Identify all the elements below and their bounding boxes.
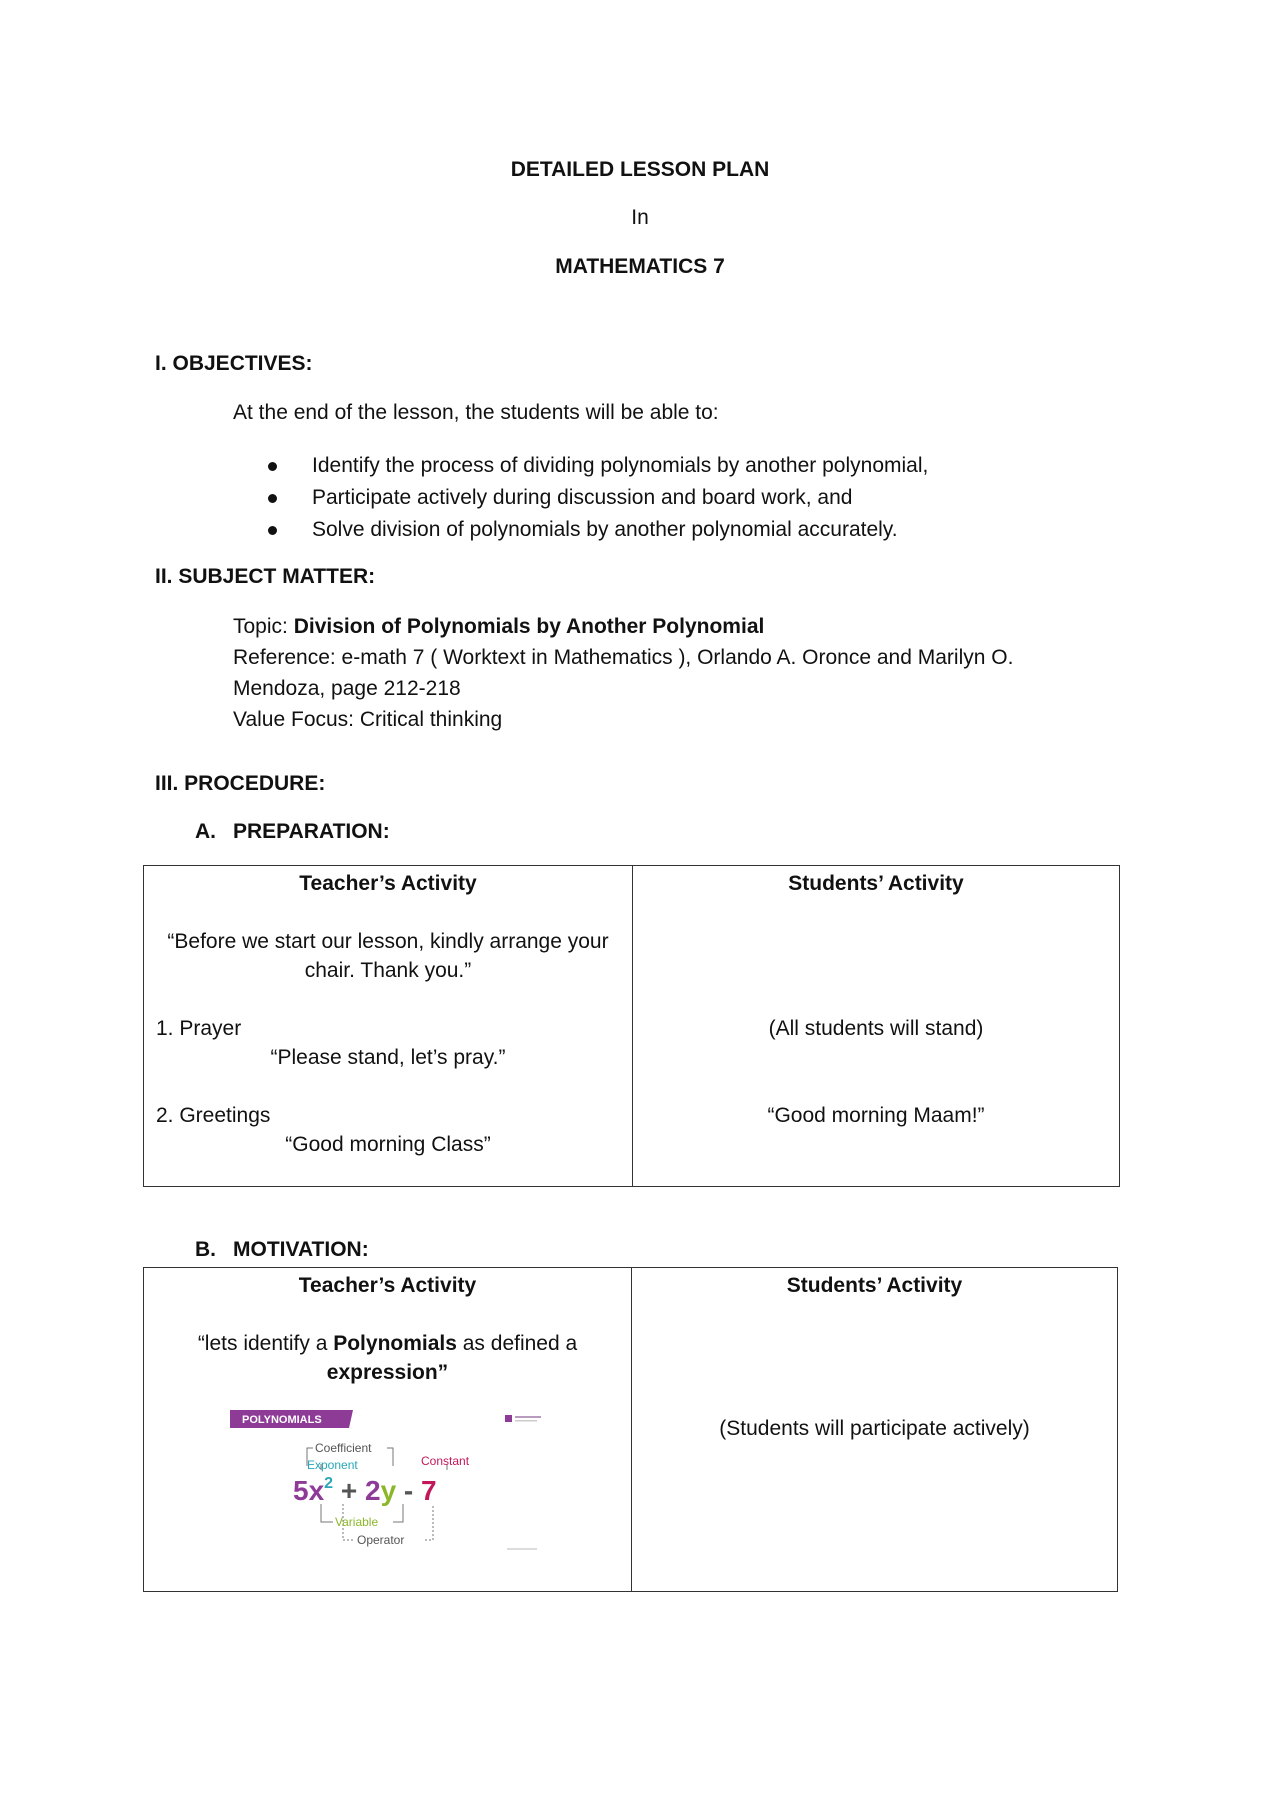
logo-mark-icon bbox=[505, 1415, 512, 1422]
preparation-letter: A. bbox=[195, 820, 216, 843]
objective-text: Solve division of polynomials by another polynomial accurately. bbox=[312, 518, 898, 541]
prompt-text: “lets identify a bbox=[197, 1332, 334, 1355]
objectives-list bbox=[268, 450, 928, 546]
list-item bbox=[268, 482, 928, 514]
operator-label: Operator bbox=[357, 1533, 405, 1547]
expr-coefficient-2: 2 bbox=[364, 1475, 381, 1506]
bullet-icon bbox=[268, 526, 277, 535]
procedure-heading: III. PROCEDURE: bbox=[155, 772, 326, 795]
arrange-chair-line-1: “Before we start our lesson, kindly arrange your bbox=[167, 930, 609, 953]
watermark-mark bbox=[507, 1548, 537, 1550]
motivation-heading bbox=[195, 1238, 369, 1262]
reference-line-2: Mendoza, page 212-218 bbox=[233, 677, 461, 700]
students-activity-header: Students’ Activity bbox=[786, 1274, 963, 1297]
topic-line bbox=[233, 614, 764, 640]
expr-coefficient: 5 bbox=[293, 1475, 309, 1506]
prompt-text: as defined a bbox=[456, 1332, 578, 1355]
operator-bracket bbox=[425, 1504, 433, 1540]
motivation-prompt-line-1 bbox=[144, 1329, 631, 1358]
subject-matter-heading: II. SUBJECT MATTER: bbox=[155, 565, 376, 588]
document-in: In bbox=[631, 206, 649, 229]
motivation-letter: B. bbox=[195, 1238, 216, 1261]
motivation-title: MOTIVATION: bbox=[233, 1238, 369, 1261]
expr-plus: + bbox=[333, 1475, 365, 1506]
banner-text: POLYNOMIALS bbox=[242, 1414, 322, 1426]
bullet-icon bbox=[268, 494, 277, 503]
expr-constant: 7 bbox=[421, 1475, 437, 1506]
logo-mark-icon bbox=[515, 1416, 541, 1418]
bullet-icon bbox=[268, 462, 277, 471]
coefficient-bracket bbox=[387, 1448, 393, 1466]
topic-label: Topic: bbox=[233, 615, 294, 638]
expr-variable-y: y bbox=[380, 1475, 397, 1506]
exponent-label: Exponent bbox=[307, 1458, 358, 1472]
prayer-label: 1. Prayer bbox=[156, 1017, 242, 1040]
variable-bracket bbox=[321, 1504, 333, 1522]
prayer-response: (All students will stand) bbox=[768, 1017, 984, 1040]
students-response: (Students will participate actively) bbox=[719, 1417, 1030, 1440]
preparation-table bbox=[143, 865, 1120, 1187]
value-focus: Value Focus: Critical thinking bbox=[233, 708, 503, 731]
greetings-quote: “Good morning Class” bbox=[285, 1133, 491, 1156]
topic-value: Division of Polynomials by Another Polynomial bbox=[293, 615, 765, 638]
variable-label: Variable bbox=[335, 1515, 379, 1529]
preparation-title: PREPARATION: bbox=[233, 820, 390, 843]
prayer-quote: “Please stand, let’s pray.” bbox=[270, 1046, 506, 1069]
list-item bbox=[268, 450, 928, 482]
variable-bracket bbox=[393, 1504, 403, 1522]
objectives-intro: At the end of the lesson, the students will be able to: bbox=[233, 401, 719, 424]
document-title: DETAILED LESSON PLAN bbox=[510, 158, 770, 181]
teacher-activity-header: Teacher’s Activity bbox=[299, 872, 477, 895]
reference-line-1: Reference: e-math 7 ( Worktext in Mathematics ), Orlando A. Oronce and Marilyn O. bbox=[233, 646, 1014, 669]
objective-text: Participate actively during discussion and board work, and bbox=[312, 486, 853, 509]
polynomial-diagram bbox=[225, 1408, 555, 1558]
arrange-chair-line-2: chair. Thank you.” bbox=[304, 959, 472, 982]
document-subject: MATHEMATICS 7 bbox=[555, 255, 725, 278]
polynomial-expression bbox=[293, 1475, 437, 1506]
logo-mark-icon bbox=[515, 1420, 537, 1422]
expr-minus: - bbox=[396, 1475, 422, 1506]
expr-variable-x: x bbox=[308, 1475, 325, 1506]
objective-text: Identify the process of dividing polynomials by another polynomial, bbox=[312, 454, 929, 477]
greetings-response: “Good morning Maam!” bbox=[767, 1104, 985, 1127]
motivation-prompt-line-2: expression” bbox=[326, 1361, 449, 1384]
greetings-label: 2. Greetings bbox=[156, 1104, 271, 1127]
expr-exponent: 2 bbox=[324, 1475, 334, 1492]
coefficient-label: Coefficient bbox=[315, 1441, 372, 1455]
students-activity-header: Students’ Activity bbox=[788, 872, 964, 895]
preparation-heading bbox=[195, 820, 390, 844]
prompt-bold-text: Polynomials bbox=[333, 1332, 457, 1355]
list-item bbox=[268, 514, 928, 546]
objectives-heading: I. OBJECTIVES: bbox=[155, 352, 313, 375]
teacher-activity-header: Teacher’s Activity bbox=[298, 1274, 477, 1297]
constant-label: Constant bbox=[421, 1454, 470, 1468]
